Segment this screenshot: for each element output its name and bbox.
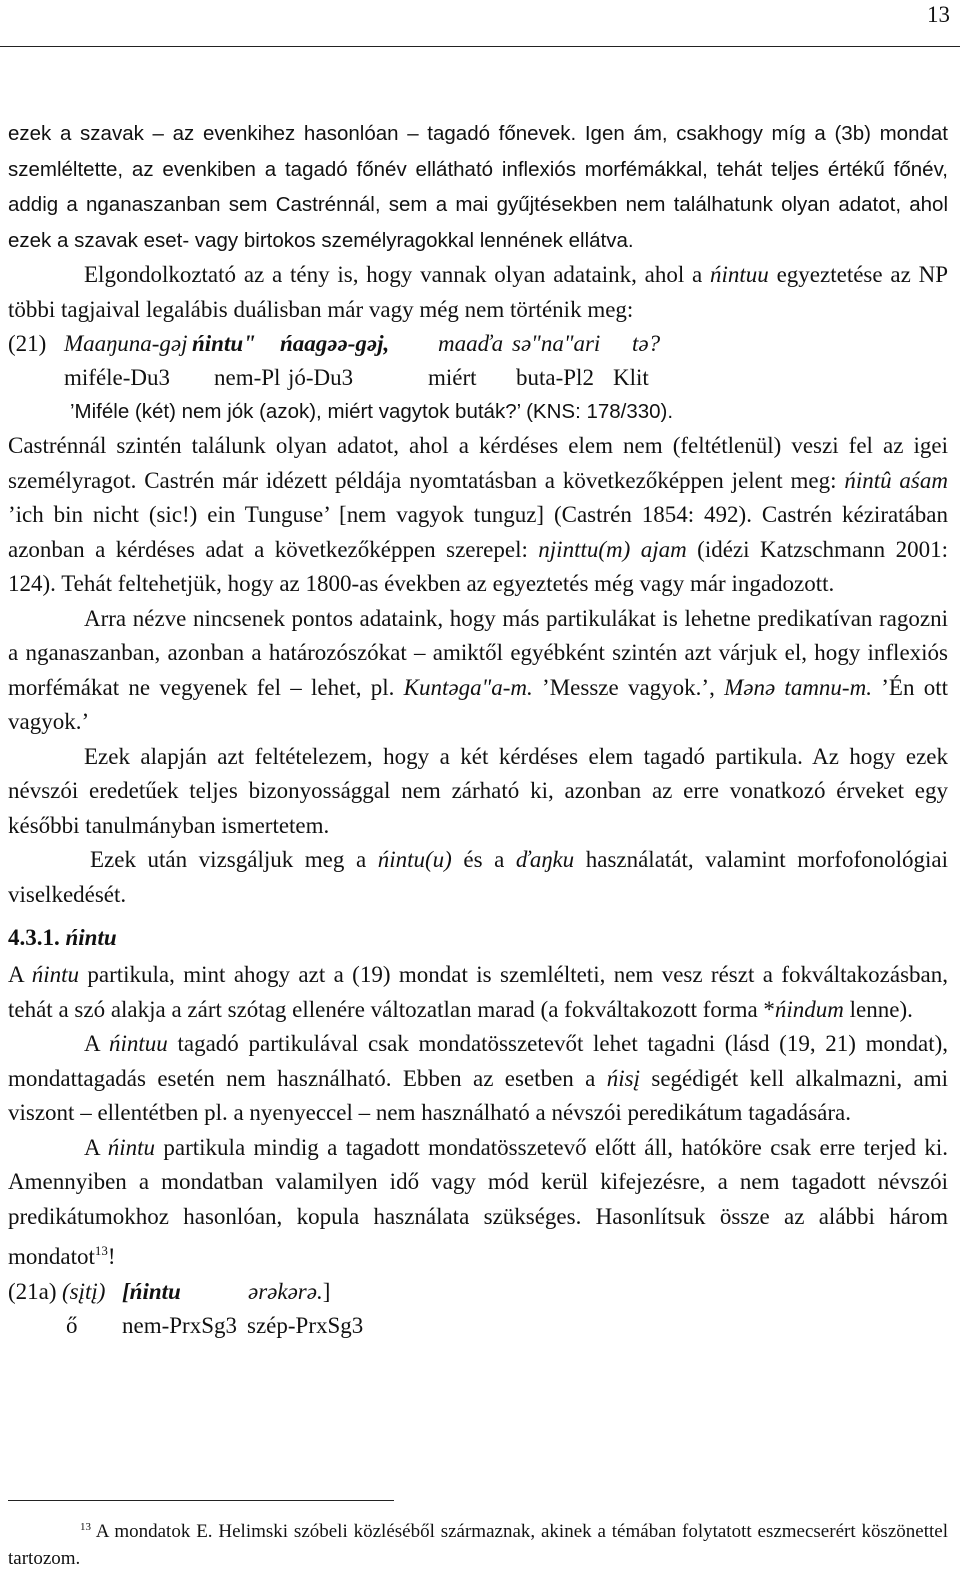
paragraph-6-text-c: használatát, valamint morfofonológiai viselkedését. bbox=[8, 847, 948, 907]
section-heading bbox=[8, 920, 948, 956]
example-21a-gloss bbox=[8, 1309, 948, 1343]
example-21a-word-1: (sįtį) bbox=[62, 1278, 106, 1304]
example-21a-word-2 bbox=[122, 1275, 248, 1309]
paragraph-3-text-a: Castrénnál szintén találunk olyan adatot, ahol a kérdéses elem nem (feltétlenül) veszi fel az igei személyragot. Castrén már idézett példája nyomtatásban a következőképpen jelent meg: bbox=[8, 433, 948, 493]
paragraph-6 bbox=[8, 843, 948, 912]
example-21-gloss-5: buta-Pl2 bbox=[516, 365, 594, 390]
paragraph-8-term-1: ńintuu bbox=[109, 1031, 168, 1056]
example-21-word-4: maaďa bbox=[438, 331, 504, 356]
paragraph-9-text-a: A bbox=[84, 1134, 108, 1160]
footnote bbox=[8, 1514, 948, 1572]
page-number: 13 bbox=[927, 2, 950, 27]
example-21a-word-4: ] bbox=[322, 1278, 331, 1304]
footnote-text: A mondatok E. Helimski szóbeli közléséből származnak, akinek a témában folytatott eszmecserért köszönettel tartozom. bbox=[8, 1521, 948, 1569]
paragraph-3-text-b: ’ich bin nicht (sic!) ein Tunguse’ [nem vagyok tunguz] (Castrén 1854: 492). Castrén kéziratában azonban a kérdéses adat a következőképpen szerepel: bbox=[8, 502, 948, 562]
example-21a-number: (21a) bbox=[8, 1278, 57, 1304]
paragraph-9-text-b: partikula mindig a tagadott mondatösszetevő előtt áll, hatóköre csak erre terjed ki. Amennyiben a mondatban valamilyen idő vagy mód kerül kifejezésre, a nem tagadott névszói predikátumokhoz hasonlóan, kopula használata szükséges. Hasonlítsuk össze az alábbi három mondatot bbox=[8, 1134, 948, 1269]
paragraph-7-term-2: ńindum bbox=[774, 996, 844, 1022]
paragraph-7 bbox=[8, 958, 948, 1027]
section-heading-word: ńintu bbox=[65, 925, 117, 950]
paragraph-8-text-b: tagadó partikulával csak mondatösszetevőt lehet tagadni (lásd (19, 21) mondat), mondattagadás esetén nem használható. Ebben az esetben a bbox=[8, 1031, 949, 1091]
example-21-gloss-6: Klit bbox=[613, 365, 649, 390]
paragraph-4-term-1: Kuntəga"a-m. bbox=[403, 674, 533, 700]
paragraph-9 bbox=[8, 1131, 948, 1275]
paragraph-2 bbox=[8, 258, 948, 327]
example-21a-gloss-1: ő bbox=[66, 1312, 78, 1338]
paragraph-8-text-a: A bbox=[84, 1031, 110, 1056]
paragraph-3-text-c: (idézi Katzschmann 2001: 124). Tehát feltehetjük, hogy az 1800-as években az egyeztetés még vagy már ingadozott. bbox=[8, 536, 948, 596]
example-21-gloss-3: jó-Du3 bbox=[288, 365, 354, 390]
paragraph-7-text-a: A bbox=[8, 962, 32, 987]
example-21-gloss bbox=[8, 361, 948, 395]
header-rule bbox=[0, 46, 960, 47]
paragraph-8-term-2: ńisį bbox=[606, 1065, 640, 1091]
paragraph-7-text-c: lenne). bbox=[843, 996, 913, 1022]
paragraph-6-text-a: Ezek után vizsgáljuk meg a bbox=[90, 847, 378, 872]
paragraph-3 bbox=[8, 429, 948, 602]
paragraph-3-term-1: ńintû aśam bbox=[844, 467, 948, 493]
paragraph-1-rest: Igen ám, csakhogy míg a (3b) mondat szemléltette, az evenkiben a tagadó főnév ellátható inflexiós morfémákkal, tehát teljes értékű főnév, addig a nganaszanban sem Castrénnál, sem a mai gyűjtésekben nem találhatunk olyan adatot, ahol ezek a szavak eset- vagy birtokos személyragokkal lennének ellátva. bbox=[8, 122, 948, 252]
example-21-word-2: ńintu" bbox=[192, 331, 256, 356]
paragraph-2-term: ńintuu bbox=[710, 262, 769, 287]
page-body bbox=[8, 116, 948, 1343]
paragraph-4-text-b: ’Messze vagyok.’, bbox=[532, 674, 725, 700]
paragraph-6-text-b: és a bbox=[451, 847, 516, 872]
paragraph-4-text-c: ’Én ott vagyok.’ bbox=[8, 674, 948, 734]
paragraph-6-term-2: ďaŋku bbox=[515, 847, 575, 872]
example-21a-gloss-3: szép-PrxSg3 bbox=[247, 1312, 364, 1338]
paragraph-4 bbox=[8, 602, 948, 740]
paragraph-7-term-1: ńintu bbox=[31, 962, 80, 987]
example-21-line bbox=[8, 327, 948, 361]
example-21-word-5: sə"na"ari bbox=[512, 331, 601, 356]
example-21a-gloss-2: nem-PrxSg3 bbox=[122, 1312, 237, 1338]
paragraph-5: Ezek alapján azt feltételezem, hogy a két kérdéses elem tagadó partikula. Az hogy ezek névszói eredetűek teljes bizonyossággal nem zárható ki, azonban az erre vonatkozó érveket egy későbbi tanulmányban ismertetem. bbox=[8, 743, 948, 838]
section-heading-number: 4.3.1. bbox=[8, 925, 66, 950]
paragraph-7-text-b: partikula, mint ahogy azt a (19) mondat is szemlélteti, nem vesz részt a fokváltakozásban, tehát a szó alakja a zárt szótag ellenére változatlan marad (a fokváltakozott forma * bbox=[8, 962, 948, 1022]
paragraph-1-start: ezek a szavak – az evenkihez hasonlóan – tagadó főnevek. bbox=[8, 122, 585, 145]
paragraph-4-term-2: Mənə tamnu-m. bbox=[724, 674, 872, 700]
footnote-rule bbox=[8, 1500, 394, 1501]
footnote-number: 13 bbox=[80, 1521, 91, 1533]
example-21-word-6: tə? bbox=[632, 331, 661, 356]
paragraph-9-text-c: ! bbox=[107, 1244, 116, 1269]
example-21a-word-2-text: [ńintu bbox=[122, 1278, 181, 1304]
paragraph-8-text-c: segédigét kell alkalmazni, ami viszont – ellentétben pl. a nyenyeccel – nem használható a névszói peredikátum tagadására. bbox=[8, 1065, 948, 1125]
example-21-translation: ’Miféle (két) nem jók (azok), miért vagytok buták?’ (KNS: 178/330). bbox=[70, 400, 674, 423]
example-21-gloss-4: miért bbox=[428, 365, 477, 390]
paragraph-2-text-a: Elgondolkoztató az a tény is, hogy vannak olyan adataink, ahol a bbox=[84, 262, 711, 287]
footnote-reference[interactable]: 13 bbox=[94, 1243, 108, 1258]
paragraph-1 bbox=[8, 116, 948, 258]
paragraph-2-text-b: egyeztetése az NP többi tagjaival legalábis duálisban már vagy még nem történik meg: bbox=[8, 262, 948, 322]
example-21a-word-3: ərəkərə. bbox=[248, 1278, 323, 1304]
example-21-word-3: ńaagəə-gəj, bbox=[280, 331, 390, 356]
example-21-gloss-1: miféle-Du3 bbox=[64, 365, 171, 390]
example-21-number: (21) bbox=[8, 331, 47, 356]
paragraph-6-term-1: ńintu(u) bbox=[377, 847, 452, 872]
example-21-gloss-2: nem-Pl bbox=[214, 365, 281, 390]
paragraph-9-term: ńintu bbox=[107, 1134, 156, 1160]
example-21-word-1: Maaŋuna-gəj bbox=[64, 331, 188, 356]
paragraph-3-term-2: njinttu(m) ajam bbox=[538, 536, 687, 562]
paragraph-8 bbox=[8, 1027, 948, 1131]
paragraph-4-text-a: Arra nézve nincsenek pontos adataink, hogy más partikulákat is lehetne predikatívan ragozni a nganaszanban, azonban a határozószókat – amiktől egyébként szintén azt várjuk el, hogy inflexiós morfémákat ne vegyenek fel – lehet, pl. bbox=[8, 605, 948, 700]
example-21a-line bbox=[8, 1275, 948, 1309]
